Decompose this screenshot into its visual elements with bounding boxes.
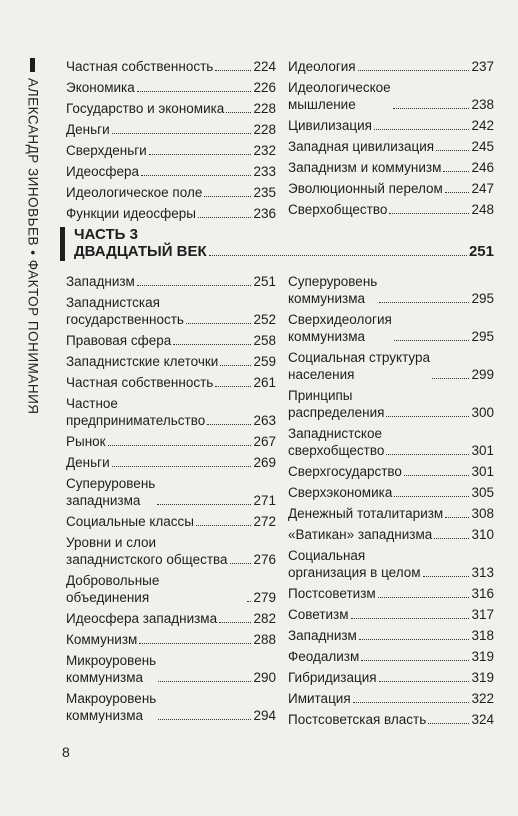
toc-entry xyxy=(288,117,494,134)
toc-entry-title: Западнизм xyxy=(288,628,357,643)
leader-dots xyxy=(393,108,470,109)
toc-entry-title: Деньги xyxy=(66,455,110,470)
toc-entry-page: 324 xyxy=(471,712,494,727)
leader-dots xyxy=(149,154,252,155)
leader-dots xyxy=(428,723,469,724)
toc-entry-page: 313 xyxy=(471,565,494,580)
toc-entry-title: Сверхэкономика xyxy=(288,485,393,500)
toc-entry-title: Уровни и слои западнистского общества xyxy=(66,535,228,567)
toc-entry-page: 258 xyxy=(253,333,276,348)
leader-dots xyxy=(404,475,470,476)
toc-entry-title: Западнизм и коммунизм xyxy=(288,160,442,175)
toc-entry-page: 236 xyxy=(253,206,276,221)
toc-entry-page: 290 xyxy=(253,670,276,685)
toc-entry xyxy=(288,484,494,501)
toc-entry-title: Постсоветская власть xyxy=(288,712,427,727)
leader-dots xyxy=(443,171,469,172)
toc-entry xyxy=(288,669,494,686)
toc-entry xyxy=(288,505,494,522)
toc-entry-title: Рынок xyxy=(66,434,106,449)
toc-entry-page: 318 xyxy=(471,628,494,643)
leader-dots xyxy=(207,424,251,425)
toc-entry xyxy=(66,353,276,370)
toc-entry-page: 279 xyxy=(253,590,276,605)
toc-bottom-right-column xyxy=(288,273,494,732)
leader-dots xyxy=(378,597,470,598)
toc-entry-title: Идеологическое мышление xyxy=(288,80,391,112)
toc-entry xyxy=(288,159,494,176)
toc-entry-title: Цивилизация xyxy=(288,118,372,133)
toc-entry-page: 233 xyxy=(253,164,276,179)
toc-entry-page: 228 xyxy=(253,122,276,137)
part-page: 251 xyxy=(468,243,494,260)
toc-entry-page: 305 xyxy=(471,485,494,500)
toc-entry-title: Частная собственность xyxy=(66,375,214,390)
toc-entry-page: 238 xyxy=(471,97,494,112)
toc-entry-page: 271 xyxy=(253,493,276,508)
toc-entry xyxy=(288,387,494,421)
toc-entry-page: 299 xyxy=(471,367,494,382)
toc-entry-page: 224 xyxy=(253,59,276,74)
toc-entry xyxy=(288,311,494,345)
toc-entry-title: Сверхгосударство xyxy=(288,464,402,479)
leader-dots xyxy=(139,643,251,644)
toc-entry-page: 237 xyxy=(471,59,494,74)
toc-entry-title: Идеологическое поле xyxy=(66,185,203,200)
toc-entry-page: 308 xyxy=(471,506,494,521)
toc-entry-title: Западнизм xyxy=(66,274,135,289)
toc-entry xyxy=(66,142,276,159)
toc-entry xyxy=(66,205,276,222)
leader-dots xyxy=(445,192,470,193)
leader-dots xyxy=(226,112,251,113)
toc-entry-title: Денежный тоталитаризм xyxy=(288,506,444,521)
toc-entry-page: 228 xyxy=(253,101,276,116)
toc-entry-title: Западнистское сверхобщество xyxy=(288,426,385,458)
toc-entry xyxy=(66,121,276,138)
running-header-text: АЛЕКСАНДР ЗИНОВЬЕВ • ФАКТОР ПОНИМАНИЯ xyxy=(25,78,41,415)
spine-marker xyxy=(30,58,35,72)
toc-entry-title: Сверхобщество xyxy=(288,202,388,217)
toc-entry-title: Суперуровень западнизма xyxy=(66,476,156,508)
toc-bottom-left-column xyxy=(66,273,276,728)
toc-entry-page: 246 xyxy=(471,160,494,175)
toc-entry xyxy=(288,547,494,581)
toc-entry-title: Экономика xyxy=(66,80,135,95)
toc-entry-page: 316 xyxy=(471,586,494,601)
toc-entry xyxy=(66,433,276,450)
toc-entry-title: Постсоветизм xyxy=(288,586,376,601)
leader-dots xyxy=(386,454,469,455)
leader-dots xyxy=(215,70,251,71)
toc-entry xyxy=(66,652,276,686)
leader-dots xyxy=(220,365,251,366)
leader-dots xyxy=(209,255,467,256)
toc-entry xyxy=(288,349,494,383)
toc-entry-title: Суперуровень коммунизма xyxy=(288,274,378,306)
leader-dots xyxy=(247,601,251,602)
toc-entry-page: 269 xyxy=(253,455,276,470)
toc-entry-page: 295 xyxy=(471,291,494,306)
leader-dots xyxy=(158,681,251,682)
toc-entry-title: Феодализм xyxy=(288,649,360,664)
toc-entry xyxy=(288,138,494,155)
toc-entry-page: 263 xyxy=(253,413,276,428)
toc-entry xyxy=(288,58,494,75)
toc-entry-title: Социальная структура населения xyxy=(288,350,431,382)
toc-entry-title: Правовая сфера xyxy=(66,333,172,348)
toc-entry-title: Эволюционный перелом xyxy=(288,181,443,196)
toc-entry xyxy=(66,395,276,429)
leader-dots xyxy=(386,416,469,417)
toc-entry xyxy=(66,513,276,530)
toc-entry-title: Гибридизация xyxy=(288,670,377,685)
toc-entry xyxy=(66,534,276,568)
leader-dots xyxy=(361,660,469,661)
toc-entry xyxy=(288,711,494,728)
toc-entry-title: Идеосфера западнизма xyxy=(66,611,218,626)
toc-entry xyxy=(66,100,276,117)
toc-entry-page: 247 xyxy=(471,181,494,196)
leader-dots xyxy=(423,576,470,577)
toc-entry-title: Макроуровень коммунизма xyxy=(66,691,157,723)
toc-entry-title: Западная цивилизация xyxy=(288,139,435,154)
leader-dots xyxy=(204,196,251,197)
toc-entry-title: Социальные классы xyxy=(66,514,195,529)
toc-entry-page: 319 xyxy=(471,670,494,685)
toc-entry-page: 251 xyxy=(253,274,276,289)
leader-dots xyxy=(186,323,252,324)
toc-entry-page: 282 xyxy=(253,611,276,626)
toc-entry-page: 259 xyxy=(253,354,276,369)
leader-dots xyxy=(434,538,469,539)
toc-entry xyxy=(288,648,494,665)
toc-entry-title: Деньги xyxy=(66,122,110,137)
leader-dots xyxy=(358,70,470,71)
toc-entry-page: 295 xyxy=(471,329,494,344)
toc-entry-page: 242 xyxy=(471,118,494,133)
leader-dots xyxy=(353,702,470,703)
toc-entry xyxy=(288,201,494,218)
toc-entry-title: Социальная организация в целом xyxy=(288,548,421,580)
toc-entry xyxy=(288,425,494,459)
toc-entry xyxy=(288,690,494,707)
leader-dots xyxy=(445,517,469,518)
part-label: ЧАСТЬ 3 xyxy=(74,226,138,243)
toc-entry xyxy=(66,631,276,648)
toc-entry-page: 301 xyxy=(471,443,494,458)
leader-dots xyxy=(141,175,251,176)
toc-entry-page: 272 xyxy=(253,514,276,529)
toc-entry-page: 248 xyxy=(471,202,494,217)
toc-entry xyxy=(66,184,276,201)
toc-entry-page: 235 xyxy=(253,185,276,200)
toc-entry-page: 294 xyxy=(253,708,276,723)
toc-entry xyxy=(288,627,494,644)
leader-dots xyxy=(196,525,251,526)
leader-dots xyxy=(173,344,251,345)
leader-dots xyxy=(215,386,251,387)
page-number: 8 xyxy=(62,744,70,760)
toc-entry xyxy=(66,610,276,627)
toc-entry-page: 319 xyxy=(471,649,494,664)
leader-dots xyxy=(374,129,470,130)
leader-dots xyxy=(219,622,251,623)
toc-entry-title: Частная собственность xyxy=(66,59,214,74)
toc-entry-title: Сверхидеология коммунизма xyxy=(288,312,392,344)
part-heading-marker xyxy=(60,227,65,261)
toc-entry-title: Коммунизм xyxy=(66,632,138,647)
toc-entry-title: Функции идеосферы xyxy=(66,206,196,221)
toc-entry-page: 317 xyxy=(471,607,494,622)
toc-entry-title: Западнистская государственность xyxy=(66,295,184,327)
toc-entry-page: 245 xyxy=(471,139,494,154)
leader-dots xyxy=(359,639,470,640)
leader-dots xyxy=(137,285,252,286)
toc-entry-page: 288 xyxy=(253,632,276,647)
toc-entry xyxy=(288,273,494,307)
toc-entry xyxy=(66,58,276,75)
toc-entry xyxy=(66,454,276,471)
toc-entry-page: 300 xyxy=(471,405,494,420)
toc-top-left-column xyxy=(66,58,276,226)
running-header xyxy=(20,78,46,730)
toc-entry-title: «Ватикан» западнизма xyxy=(288,527,433,542)
leader-dots xyxy=(432,378,469,379)
toc-entry-page: 252 xyxy=(253,312,276,327)
toc-entry-page: 322 xyxy=(471,691,494,706)
toc-entry xyxy=(288,606,494,623)
toc-entry-page: 267 xyxy=(253,434,276,449)
leader-dots xyxy=(230,563,252,564)
leader-dots xyxy=(112,133,252,134)
toc-entry-title: Частное предпринимательство xyxy=(66,396,206,428)
part-title-line xyxy=(74,243,494,260)
leader-dots xyxy=(351,618,470,619)
toc-entry-page: 310 xyxy=(471,527,494,542)
toc-entry-title: Идеосфера xyxy=(66,164,139,179)
toc-entry xyxy=(66,374,276,391)
toc-entry-page: 276 xyxy=(253,552,276,567)
part-heading xyxy=(66,226,494,260)
toc-entry-title: Западнистские клеточки xyxy=(66,354,219,369)
leader-dots xyxy=(436,150,469,151)
toc-entry xyxy=(66,294,276,328)
leader-dots xyxy=(112,466,252,467)
toc-entry xyxy=(288,585,494,602)
leader-dots xyxy=(379,302,469,303)
toc-entry xyxy=(66,79,276,96)
part-title: ДВАДЦАТЫЙ ВЕК xyxy=(74,243,207,260)
toc-entry xyxy=(288,180,494,197)
leader-dots xyxy=(198,217,252,218)
toc-entry-title: Имитация xyxy=(288,691,351,706)
toc-entry-title: Добровольные объединения xyxy=(66,573,160,605)
toc-entry-page: 261 xyxy=(253,375,276,390)
toc-entry-page: 301 xyxy=(471,464,494,479)
toc-entry xyxy=(66,690,276,724)
toc-entry-title: Государство и экономика xyxy=(66,101,225,116)
toc-entry xyxy=(288,463,494,480)
toc-entry-page: 226 xyxy=(253,80,276,95)
toc-entry-title: Советизм xyxy=(288,607,349,622)
leader-dots xyxy=(394,340,470,341)
leader-dots xyxy=(394,496,469,497)
toc-entry xyxy=(66,163,276,180)
toc-entry-title: Микроуровень коммунизма xyxy=(66,653,157,685)
toc-entry xyxy=(288,79,494,113)
leader-dots xyxy=(158,719,251,720)
leader-dots xyxy=(157,504,251,505)
toc-entry-title: Сверхденьги xyxy=(66,143,147,158)
leader-dots xyxy=(137,91,252,92)
toc-entry-title: Принципы распределения xyxy=(288,388,385,420)
toc-entry xyxy=(66,572,276,606)
leader-dots xyxy=(108,445,252,446)
toc-entry xyxy=(66,332,276,349)
leader-dots xyxy=(389,213,469,214)
toc-entry-page: 232 xyxy=(253,143,276,158)
toc-top-right-column xyxy=(288,58,494,222)
toc-entry-title: Идеология xyxy=(288,59,356,74)
leader-dots xyxy=(379,681,470,682)
toc-entry xyxy=(288,526,494,543)
toc-entry xyxy=(66,475,276,509)
toc-entry xyxy=(66,273,276,290)
